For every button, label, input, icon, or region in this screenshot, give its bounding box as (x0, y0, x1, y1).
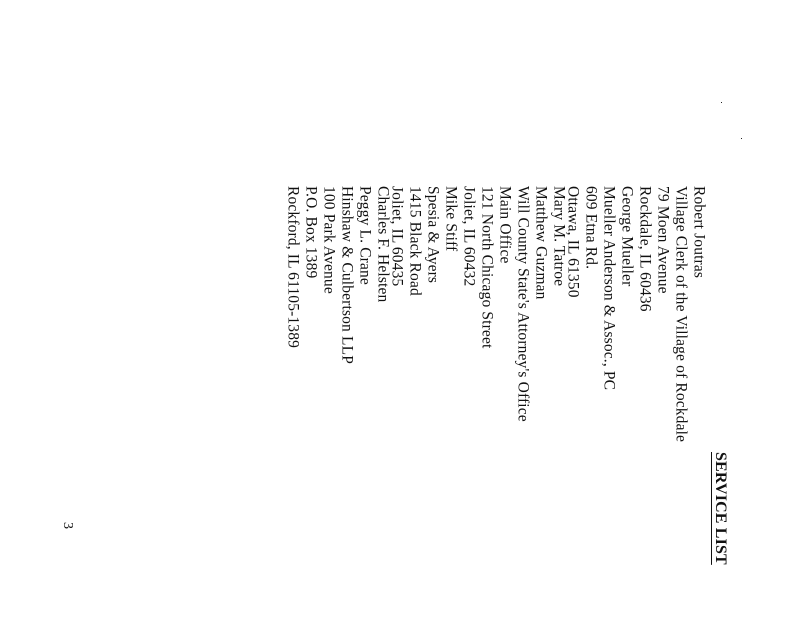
scan-speck (721, 102, 722, 103)
address-line: Mike Stiff (442, 186, 460, 252)
address-line: Robert Joutras (690, 186, 708, 279)
address-line: Matthew Guzman (532, 186, 550, 300)
address-line: Hinshaw & Culbertson LLP (338, 186, 356, 364)
address-line: Joliet, IL 60435 (388, 186, 406, 287)
address-line: Peggy L. Crane (356, 186, 374, 285)
page-heading: SERVICE LIST (712, 452, 729, 565)
address-line: Mary M. Tatroe (550, 186, 568, 287)
address-line: 100 Park Avenue (320, 186, 338, 294)
page-number: 3 (60, 522, 75, 529)
address-line: Mueller Anderson & Assoc., PC (600, 186, 618, 391)
address-line: Spesia & Ayers (424, 186, 442, 284)
address-line: Joliet, IL 60432 (460, 186, 478, 287)
address-line: Will County State's Attorney's Office (514, 186, 532, 422)
address-line: Village Clerk of the Village of Rockdale (672, 186, 690, 443)
address-line: 79 Moen Avenue (654, 186, 672, 294)
address-line: 121 North Chicago Street (478, 186, 496, 349)
address-line: 609 Etna Rd. (582, 186, 600, 270)
address-line: Ottawa, IL 61350 (564, 186, 582, 298)
scan-speck (741, 138, 742, 139)
address-line: Rockdale, IL 60436 (636, 186, 654, 312)
address-line: George Mueller (618, 186, 636, 287)
address-line: Rockford, IL 61105-1389 (284, 186, 302, 349)
address-line: Main Office (496, 186, 514, 264)
address-line: Charles F. Helsten (374, 186, 392, 303)
address-line: P.O. Box 1389 (302, 186, 320, 279)
address-line: 1415 Black Road (406, 186, 424, 296)
